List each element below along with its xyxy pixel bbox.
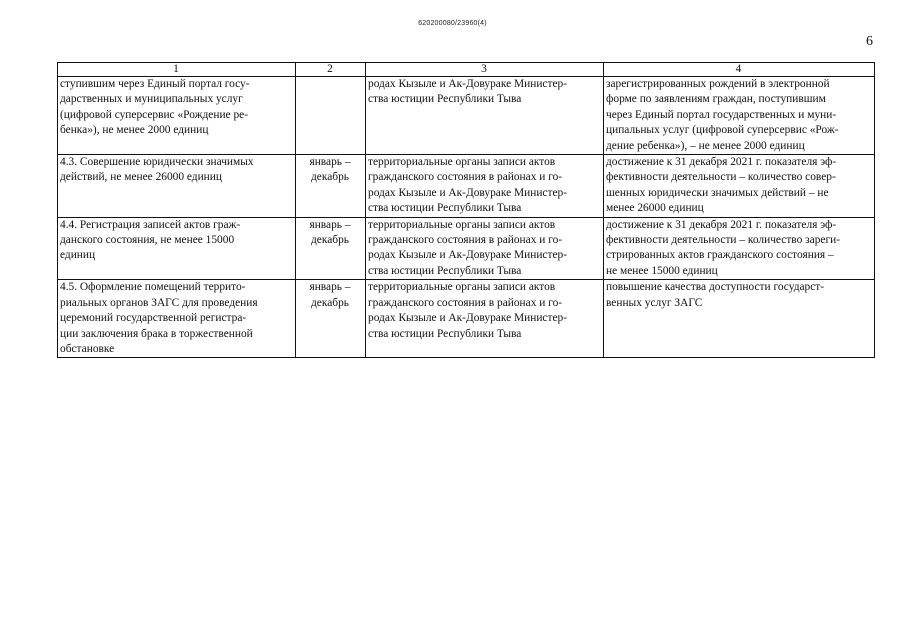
table-row bbox=[58, 155, 875, 218]
cell-text-line: шенных юридически значимых действий – не bbox=[606, 186, 829, 199]
cell-text-line: дарственных и муниципальных услуг bbox=[60, 93, 243, 106]
cell-text-line: ступившим через Единый портал госу- bbox=[60, 78, 250, 90]
document-code: 620200080/23960(4) bbox=[418, 20, 487, 27]
table-body bbox=[58, 77, 875, 358]
cell-text-line: территориальные органы записи актов bbox=[368, 156, 556, 169]
table-header bbox=[58, 63, 875, 77]
cell-text-line: венных услуг ЗАГС bbox=[606, 296, 703, 309]
cell-text-line: фективности деятельности – количество совер- bbox=[606, 171, 836, 184]
cell-activity bbox=[58, 217, 296, 280]
table-row bbox=[58, 217, 875, 280]
cell-text-line: данского состояния, не менее 15000 bbox=[60, 234, 235, 247]
cell-executor bbox=[366, 217, 604, 280]
cell-text-line: гражданского состояния в районах и го- bbox=[368, 296, 563, 309]
cell-text-line: январь – bbox=[309, 156, 351, 169]
cell-period bbox=[296, 280, 366, 358]
cell-period bbox=[296, 77, 366, 155]
cell-text-line: родах Кызыле и Ак-Довураке Министер- bbox=[368, 186, 567, 199]
cell-text-line: ства юстиции Республики Тыва bbox=[368, 327, 522, 340]
cell-text-line: территориальные органы записи актов bbox=[368, 218, 556, 231]
cell-period bbox=[296, 155, 366, 218]
cell-text-line: достижение к 31 декабря 2021 г. показателя эф- bbox=[606, 218, 837, 231]
cell-executor bbox=[366, 77, 604, 155]
cell-text-line: форме по заявлениям граждан, поступившим bbox=[606, 93, 826, 106]
cell-text-line: менее 26000 единиц bbox=[606, 202, 704, 215]
cell-text-line: повышение качества доступности государст- bbox=[606, 281, 825, 294]
cell-text-line: территориальные органы записи актов bbox=[368, 281, 556, 294]
cell-activity bbox=[58, 280, 296, 358]
table-row bbox=[58, 280, 875, 358]
column-header-2: 2 bbox=[296, 63, 366, 77]
cell-text-line: ства юстиции Республики Тыва bbox=[368, 93, 522, 106]
cell-text-line: обстановке bbox=[60, 342, 115, 355]
cell-text-line: стрированных актов гражданского состояния – bbox=[606, 249, 834, 262]
cell-text-line: ции заключения брака в торжественной bbox=[60, 327, 253, 340]
table-header-row bbox=[58, 63, 875, 77]
cell-text-line: декабрь bbox=[311, 171, 349, 184]
cell-activity bbox=[58, 155, 296, 218]
cell-text-line: действий, не менее 26000 единиц bbox=[60, 171, 222, 184]
cell-result bbox=[604, 217, 875, 280]
cell-text-line: родах Кызыле и Ак-Довураке Министер- bbox=[368, 312, 567, 325]
cell-text-line: риальных органов ЗАГС для проведения bbox=[60, 296, 258, 309]
cell-result bbox=[604, 77, 875, 155]
cell-period bbox=[296, 217, 366, 280]
cell-text-line: родах Кызыле и Ак-Довураке Министер- bbox=[368, 78, 567, 90]
cell-text-line: не менее 15000 единиц bbox=[606, 264, 718, 277]
cell-text-line: бенка»), не менее 2000 единиц bbox=[60, 124, 209, 137]
cell-text-line: гражданского состояния в районах и го- bbox=[368, 171, 563, 184]
column-header-1: 1 bbox=[58, 63, 296, 77]
column-header-3: 3 bbox=[366, 63, 604, 77]
cell-result bbox=[604, 280, 875, 358]
cell-executor bbox=[366, 155, 604, 218]
cell-result bbox=[604, 155, 875, 218]
cell-text-line: 4.4. Регистрация записей актов граж- bbox=[60, 218, 241, 231]
cell-text-line: достижение к 31 декабря 2021 г. показателя эф- bbox=[606, 156, 837, 169]
cell-text-line: декабрь bbox=[311, 234, 349, 247]
cell-text-line: родах Кызыле и Ак-Довураке Министер- bbox=[368, 249, 567, 262]
cell-text-line: ства юстиции Республики Тыва bbox=[368, 202, 522, 215]
cell-activity bbox=[58, 77, 296, 155]
cell-text-line: дение ребенка»), – не менее 2000 единиц bbox=[606, 139, 805, 152]
cell-text-line: январь – bbox=[309, 281, 351, 294]
cell-text-line: церемоний государственной регистра- bbox=[60, 312, 247, 325]
cell-text-line: декабрь bbox=[311, 296, 349, 309]
cell-text-line: фективности деятельности – количество зареги- bbox=[606, 234, 841, 247]
cell-text-line: (цифровой суперсервис «Рождение ре- bbox=[60, 108, 248, 121]
cell-text-line: 4.3. Совершение юридически значимых bbox=[60, 156, 254, 169]
cell-text-line: ципальных услуг (цифровой суперсервис «Рож- bbox=[606, 124, 839, 137]
table-row bbox=[58, 77, 875, 155]
page-number: 6 bbox=[866, 34, 873, 49]
cell-text-line: ства юстиции Республики Тыва bbox=[368, 264, 522, 277]
cell-text-line: 4.5. Оформление помещений террито- bbox=[60, 281, 246, 294]
cell-text-line: гражданского состояния в районах и го- bbox=[368, 234, 563, 247]
cell-executor bbox=[366, 280, 604, 358]
column-header-4: 4 bbox=[604, 63, 875, 77]
cell-text-line: единиц bbox=[60, 249, 96, 262]
cell-text-line: зарегистрированных рождений в электронной bbox=[606, 78, 830, 90]
plan-table bbox=[57, 62, 875, 358]
cell-text-line: январь – bbox=[309, 218, 351, 231]
cell-text-line: через Единый портал государственных и муни- bbox=[606, 108, 837, 121]
